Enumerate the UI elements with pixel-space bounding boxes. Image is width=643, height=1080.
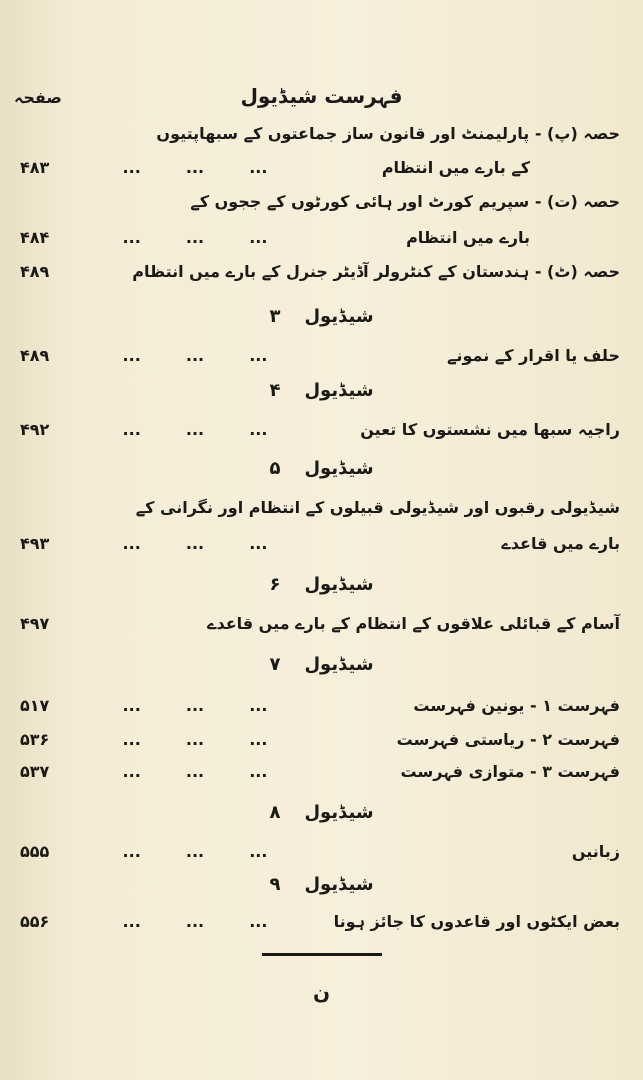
toc-line [20,498,620,528]
toc-text: فہرست ۳ - متوازی فہرست [400,762,620,781]
toc-line [20,124,620,154]
toc-line [20,262,620,292]
toc-line [20,420,620,450]
schedule-heading: شیڈیول۸ [269,802,374,823]
toc-page-number: ۵۱۷ [20,696,50,715]
toc-page-number: ۴۸۹ [20,346,50,365]
dot-leader: ... ... ... [122,842,268,861]
dot-leader: ... ... ... [122,762,268,781]
page-column-label: صفحہ [14,88,62,107]
page-footer-letter: ن [312,980,331,1004]
toc-text: شیڈیولی رقبوں اور شیڈیولی قبیلوں کے انتظام اور نگرانی کے [135,498,620,517]
toc-page-number: ۵۵۵ [20,842,50,861]
dot-leader: ... ... ... [122,346,268,365]
toc-text: حصہ (ٹ) - ہندستان کے کنٹرولر آڈیٹر جنرل کے بارے میں انتظام [132,262,620,281]
dot-leader: ... ... ... [122,730,268,749]
schedule-heading: شیڈیول۴ [269,380,374,401]
toc-page-number: ۵۵۶ [20,912,50,931]
dot-leader: ... ... ... [122,534,268,553]
dot-leader: ... ... ... [122,158,268,177]
toc-line [20,158,620,188]
toc-page-number: ۴۸۹ [20,262,50,281]
schedule-heading: شیڈیول۹ [269,874,374,895]
toc-line [20,192,620,222]
toc-text: راجیہ سبھا میں نشستوں کا تعین [360,420,620,439]
schedule-heading: شیڈیول۶ [269,574,374,595]
toc-text: بارے میں انتظام [406,228,530,247]
toc-line [20,762,620,792]
toc-text: حصہ (ت) - سپریم کورٹ اور ہائی کورٹوں کے ججوں کے [190,192,620,211]
toc-line [20,696,620,726]
toc-text: حلف یا اقرار کے نمونے [447,346,620,365]
dot-leader: ... ... ... [122,420,268,439]
toc-line [20,228,620,258]
toc-text: آسام کے قبائلی علاقوں کے انتظام کے بارے میں قاعدے [207,614,620,633]
schedule-heading: شیڈیول۷ [269,654,374,675]
toc-text: حصہ (پ) - پارلیمنٹ اور قانون ساز جماعتوں کے سبھاپتیوں [156,124,620,143]
toc-text: کے بارے میں انتظام [381,158,530,177]
toc-page-number: ۵۳۶ [20,730,50,749]
dot-leader: ... ... ... [122,696,268,715]
toc-line [20,842,620,872]
section-divider [262,953,382,956]
toc-text: فہرست ۲ - ریاستی فہرست [396,730,620,749]
toc-line [20,534,620,564]
toc-line [20,346,620,376]
toc-line [20,912,620,942]
schedule-heading: شیڈیول۵ [269,458,374,479]
page-title: فہرست شیڈیول [240,84,403,108]
dot-leader: ... ... ... [122,228,268,247]
toc-page-number: ۴۸۴ [20,228,50,247]
toc-page-number: ۴۹۳ [20,534,50,553]
toc-page-number: ۴۹۷ [20,614,50,633]
toc-page-number: ۴۸۳ [20,158,50,177]
toc-text: بعض ایکٹوں اور قاعدوں کا جائز ہونا [333,912,620,931]
toc-page-number: ۴۹۲ [20,420,50,439]
toc-text: بارے میں قاعدے [501,534,620,553]
toc-text: فہرست ۱ - یونین فہرست [413,696,620,715]
dot-leader: ... ... ... [122,912,268,931]
schedule-heading: شیڈیول۳ [269,306,374,327]
toc-line [20,730,620,760]
toc-text: زبانیں [571,842,620,861]
toc-line [20,614,620,644]
toc-page-number: ۵۳۷ [20,762,50,781]
